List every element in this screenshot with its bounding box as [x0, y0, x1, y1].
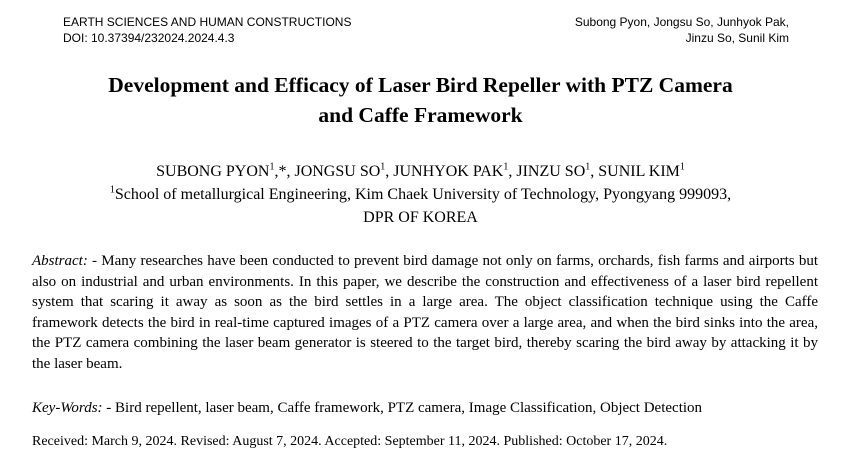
- author-name: SUNIL KIM: [598, 163, 680, 180]
- keywords-label: Key-Words:: [32, 400, 103, 416]
- affiliation-mark: 1: [585, 161, 591, 173]
- title-line1: Development and Efficacy of Laser Bird Repeller with PTZ Camera: [108, 73, 733, 97]
- author-list: [0, 160, 841, 183]
- abstract-text: - Many researches have been conducted to prevent bird damage not only on farms, orchards, fish farms and airports but also on industrial and urban environments. In this paper, we describe the construction and effectiveness of a laser bird repellent system that scaring it away as soon as the bird settles in a large area. The object classification technique using the Caffe framework detects the bird in real-time captured images of a PTZ camera over a large area, and when the bird sinks into the area, the PTZ camera combining the laser beam generator is steered to the target bird, thereby scaring the bird away by attacking it by the laser beam.: [32, 253, 818, 372]
- header-authors-line2: Jinzu So, Sunil Kim: [685, 31, 789, 45]
- running-header-left: [63, 14, 351, 46]
- affiliation-mark: 1: [503, 161, 509, 173]
- journal-name: EARTH SCIENCES AND HUMAN CONSTRUCTIONS: [63, 15, 352, 29]
- author-separator: ,*,: [274, 163, 295, 180]
- author-block: [0, 160, 841, 229]
- title-line2: and Caffe Framework: [318, 103, 523, 127]
- affiliation-line2: DPR OF KOREA: [363, 209, 478, 226]
- author-name: JUNHYOK PAK: [393, 163, 504, 180]
- affiliation-mark: 1: [109, 184, 115, 196]
- affiliation-mark: 1: [679, 161, 685, 173]
- author-name: SUBONG PYON: [156, 163, 270, 180]
- affiliation-line1: [0, 183, 841, 206]
- author-name: JONGSU SO: [294, 163, 381, 180]
- keywords-text: - Bird repellent, laser beam, Caffe framework, PTZ camera, Image Classification, Object Detection: [102, 400, 703, 416]
- doi: DOI: 10.37394/232024.2024.4.3: [63, 31, 235, 45]
- author-separator: ,: [508, 163, 517, 180]
- author-separator: ,: [385, 163, 394, 180]
- abstract: [32, 251, 818, 375]
- paper-title: [0, 70, 841, 130]
- header-authors-line1: Subong Pyon, Jongsu So, Junhyok Pak,: [574, 15, 789, 29]
- affiliation-mark: 1: [380, 161, 386, 173]
- publication-dates: Received: March 9, 2024. Revised: August 7, 2024. Accepted: September 11, 2024. Published: October 17, 2024.: [32, 434, 668, 449]
- author-separator: ,: [590, 163, 599, 180]
- abstract-label: Abstract:: [32, 253, 88, 269]
- keywords: [32, 398, 832, 418]
- running-header-right: [575, 14, 789, 46]
- author-name: JINZU SO: [516, 163, 586, 180]
- affiliation-text: School of metallurgical Engineering, Kim Chaek University of Technology, Pyongyang 999093,: [114, 186, 732, 203]
- affiliation-mark: 1: [269, 161, 275, 173]
